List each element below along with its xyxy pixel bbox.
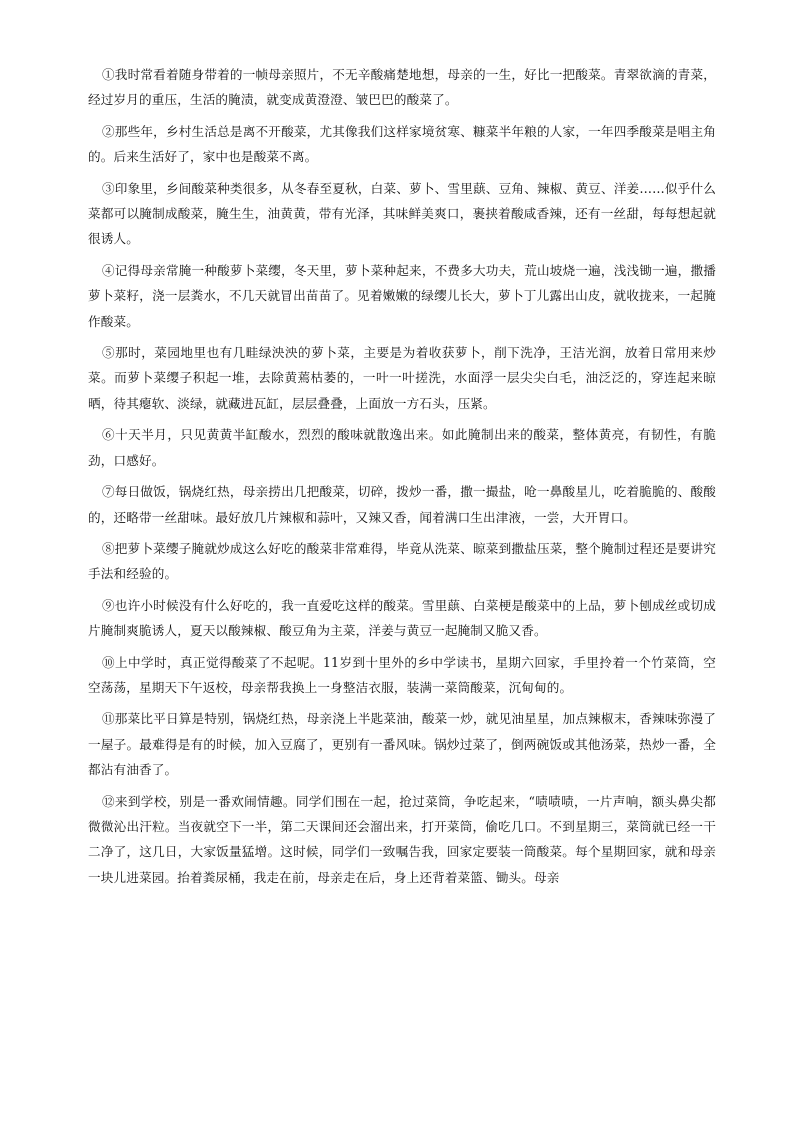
paragraph-6: ⑥十天半月，只见黄黄半缸酸水，烈烈的酸味就散逸出来。如此腌制出来的酸菜，整体黄亮，有韧性，有脆劲，口感好。 — [88, 427, 716, 468]
paragraph-9: ⑨也许小时候没有什么好吃的，我一直爱吃这样的酸菜。雪里蕻、白菜梗是酸菜中的上品，萝卜刨成丝或切成片腌制爽脆诱人，夏天以酸辣椒、酸豆角为主菜，洋姜与黄豆一起腌制又脆又香。 — [88, 597, 716, 639]
paragraph-3: ③印象里，乡间酸菜种类很多，从冬春至夏秋，白菜、萝卜、雪里蕻、豆角、辣椒、黄豆、洋姜……似乎什么菜都可以腌制成酸菜，腌生生，油黄黄，带有光泽，其味鲜美爽口，裹挟着酸咸香辣，还有一丝甜，每每想起就很诱人。 — [88, 180, 716, 247]
paragraph-7: ⑦每日做饭，锅烧红热，母亲捞出几把酸菜，切碎，拨炒一番，撒一撮盐，呛一鼻酸星儿，吃着脆脆的、酸酸的，还略带一丝甜味。最好放几片辣椒和蒜叶，又辣又香，闻着满口生出津液，一尝，大开胃口。 — [88, 484, 716, 525]
paragraph-10: ⑩上中学时，真正觉得酸菜了不起呢。11岁到十里外的乡中学读书，星期六回家，手里拎着一个竹菜筒，空空荡荡，星期天下午返校，母亲帮我换上一身整洁衣服，装满一菜筒酸菜，沉甸甸的。 — [88, 654, 716, 695]
article-body — [88, 62, 716, 896]
paragraph-12: ⑫来到学校，别是一番欢闹情趣。同学们围在一起，抢过菜筒，争吃起来，“啧啧啧，一片声响，额头鼻尖都微微沁出汗粒。当夜就空下一半，第二天课间还会溜出来，打开菜筒，偷吃几口。不到星期三，菜筒就已经一干二净了，这几日，大家饭量猛增。这时候，同学们一致嘱告我，回家定要装一筒酸菜。每个星期回家，就和母亲一块儿进菜园。抬着粪尿桶，我走在前，母亲走在后，身上还背着菜篮、锄头。母亲 — [88, 793, 716, 885]
paragraph-1: ①我时常看着随身带着的一帧母亲照片，不无辛酸痛楚地想，母亲的一生，好比一把酸菜。青翠欲滴的青菜，经过岁月的重压，生活的腌渍，就变成黄澄澄、皱巴巴的酸菜了。 — [88, 67, 716, 108]
paragraph-11: ⑪那菜比平日算是特别，锅烧红热，母亲浇上半匙菜油，酸菜一炒，就见油星星，加点辣椒末，香辣味弥漫了一屋子。最难得是有的时候，加入豆腐了，更别有一番风味。锅炒过菜了，倒两碗饭或其他汤菜，热炒一番，全都沾有油香了。 — [88, 711, 716, 778]
paragraph-8: ⑧把萝卜菜缨子腌就炒成这么好吃的酸菜非常难得，毕竟从洗菜、晾菜到撒盐压菜，整个腌制过程还是要讲究手法和经验的。 — [88, 540, 716, 582]
paragraph-4: ④记得母亲常腌一种酸萝卜菜缨，冬天里，萝卜菜种起来，不费多大功夫，荒山坡烧一遍，浅浅锄一遍，撒播萝卜菜籽，浇一层粪水，不几天就冒出苗苗了。见着嫩嫩的绿缨儿长大，萝卜丁儿露出山皮，就收拢来，一起腌作酸菜。 — [88, 262, 716, 329]
paragraph-2: ②那些年，乡村生活总是离不开酸菜，尤其像我们这样家境贫寒、糠菜半年粮的人家，一年四季酸菜是唱主角的。后来生活好了，家中也是酸菜不离。 — [88, 123, 716, 165]
paragraph-5: ⑤那时，菜园地里也有几畦绿泱泱的萝卜菜，主要是为着收获萝卜，削下洗净，王洁光润，放着日常用来炒菜。而萝卜菜缨子积起一堆，去除黄蔫枯萎的，一叶一叶搓洗，水面浮一层尖尖白毛，油泛泛的，穿连起来晾晒，待其瘪软、淡绿，就藏进瓦缸，层层叠叠，上面放一方石头，压紧。 — [88, 345, 716, 411]
